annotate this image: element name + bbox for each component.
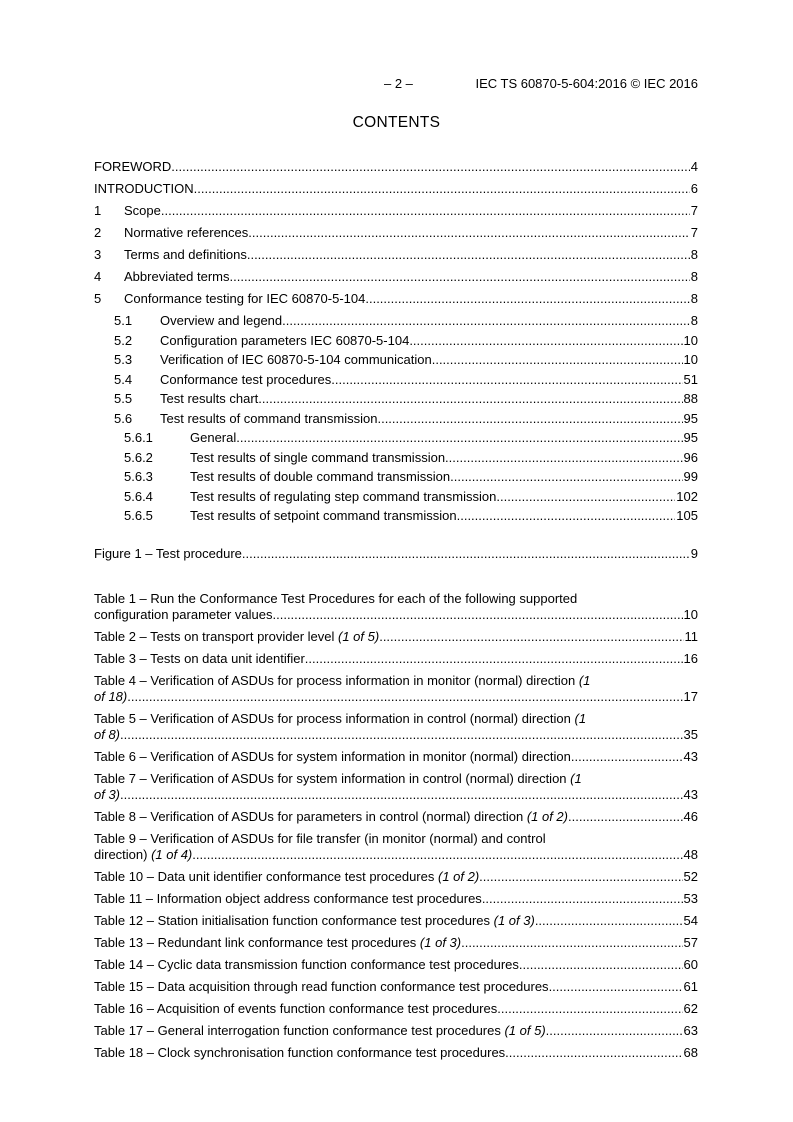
table-entry-title: Table 13 – Redundant link conformance test procedures [94,935,420,950]
toc-entry-title: Conformance test procedures [160,371,332,387]
table-entry-part: (1 of 4) [151,847,193,862]
table-entry[interactable] [94,1023,698,1039]
table-entry-page: 43 [683,787,698,802]
table-entry-page: 52 [683,869,698,884]
toc-entry-page: 4 [690,159,698,174]
table-entry-title-line1: Table 1 – Run the Conformance Test Procedures for each of the following supported [94,591,578,606]
table-entry-part: (1 of 3) [493,913,535,928]
toc-entry-number: 5.5 [114,391,133,406]
page-title: CONTENTS [352,114,441,131]
table-entry-page: 57 [683,935,698,950]
table-entry-part-start: (1 [578,673,591,688]
toc-entry-page: 6 [690,181,698,196]
table-entry[interactable] [94,711,698,743]
toc-entry-page: 8 [690,247,698,262]
toc-entry[interactable] [94,313,698,333]
standard-reference: IEC TS 60870-5-604:2016 © IEC 2016 [475,76,698,91]
toc-entry-title: Conformance testing for IEC 60870-5-104 [124,291,366,306]
table-entry[interactable] [94,809,698,825]
toc-entry[interactable] [94,391,698,411]
table-entry[interactable] [94,935,698,951]
toc-entry-page: 102 [676,488,698,504]
toc-entry-number: 5.1 [114,313,133,328]
toc-entry-number: 5.6.5 [124,508,153,523]
toc-entry[interactable] [94,450,698,470]
toc-entry-page: 95 [683,410,698,426]
table-entry-page: 60 [683,957,698,972]
table-entry-part-start: (1 [570,771,582,786]
table-entry[interactable] [94,957,698,973]
toc-entry-page: 8 [690,291,698,306]
table-entry-part-start: (1 [574,711,587,726]
toc-entry-page: 10 [683,352,698,367]
table-entry-title: Table 3 – Tests on data unit identifier [94,651,305,666]
table-entry-title: Table 2 – Tests on transport provider level [94,629,339,644]
toc-entry[interactable] [94,489,698,509]
table-entry[interactable] [94,749,698,765]
table-entry-title: Table 6 – Verification of ASDUs for system information in monitor (normal) direction [94,749,571,764]
table-entry[interactable] [94,629,698,645]
table-entry-page: 46 [683,809,698,824]
table-entry-title-line2: configuration parameter values [94,607,273,622]
table-entry-page: 53 [683,891,698,906]
table-entry-page: 61 [683,979,698,994]
toc-entry-title: Test results of regulating step command transmission [190,488,497,504]
toc-entry-page: 96 [683,449,698,465]
table-entry-title: Table 12 – Station initialisation function conformance test procedures [94,913,494,928]
table-entry-page: 11 [684,629,698,644]
table-entry-title-line1: Table 9 – Verification of ASDUs for file transfer (in monitor (normal) and control [94,831,546,846]
toc-entry-page: 51 [683,371,698,387]
toc-entry-title: General [190,430,237,445]
toc-entry-page: 8 [690,313,698,328]
table-entry[interactable] [94,913,698,929]
toc-entry[interactable] [94,469,698,489]
table-entry[interactable] [94,869,698,885]
toc-entry[interactable] [94,508,698,528]
table-entry[interactable] [94,979,698,995]
table-entry-page: 68 [683,1045,698,1060]
table-entry-title: Table 11 – Information object address conformance test procedures [94,891,482,906]
toc-entry-number: 5.6 [114,410,133,426]
toc-sections [94,159,698,528]
table-entry-page: 43 [683,749,698,764]
toc-entry-title: Abbreviated terms [124,269,230,284]
toc-entry-title: FOREWORD [94,159,172,174]
toc-entry[interactable] [94,333,698,353]
table-entry-page: 48 [683,847,698,862]
toc-entry-page: 88 [683,391,698,406]
toc-entry-number: 1 [94,203,102,218]
table-entry-title: Table 15 – Data acquisition through read function conformance test procedures [94,979,549,994]
table-entry[interactable] [94,651,698,667]
figure-entry-title: Figure 1 – Test procedure [94,546,242,561]
table-entry-page: 16 [683,651,698,666]
toc-entry-number: 4 [94,269,102,284]
toc-entry-title: Test results of command transmission [160,410,378,426]
toc-entry-number: 5.2 [114,332,133,348]
table-entry-title: Table 18 – Clock synchronisation function conformance test procedures [94,1045,506,1060]
table-entry-page: 54 [683,913,698,928]
toc-entry-title: Test results chart [160,391,259,406]
toc-entry[interactable] [94,291,698,313]
toc-entry-page: 95 [683,430,698,445]
table-entry[interactable] [94,831,698,863]
toc-entry-number: 5.6.2 [124,449,153,465]
table-entry-title: Table 14 – Cyclic data transmission function conformance test procedures [94,957,519,972]
toc-entry-page: 7 [690,225,698,240]
toc-entry-title: Test results of double command transmission [190,469,451,484]
toc-entry[interactable] [94,203,698,225]
table-entry[interactable] [94,1045,698,1061]
toc-entry-title: Verification of IEC 60870-5-104 communication [160,352,432,367]
figure-entry-page: 9 [690,546,698,561]
list-of-figures [94,546,698,562]
toc-entry-number: 5 [94,291,102,306]
toc-entry-title: INTRODUCTION [94,181,194,196]
toc-entry-number: 5.6.4 [124,488,153,504]
toc-entry[interactable] [94,159,698,181]
toc-entry-page: 105 [676,508,698,523]
table-entry[interactable] [94,771,698,803]
toc-entry-page: 7 [690,203,698,218]
table-entry-title: Table 8 – Verification of ASDUs for parameters in control (normal) direction [94,809,527,824]
toc-entry[interactable] [94,225,698,247]
table-entry-page: 10 [683,607,698,622]
toc-entry[interactable] [94,352,698,372]
table-entry-title: Table 17 – General interrogation function conformance test procedures [94,1023,505,1038]
toc-entry-number: 5.6.1 [124,430,153,445]
figure-entry[interactable] [94,546,698,562]
toc-entry[interactable] [94,181,698,203]
page-number: – 2 – [384,76,413,91]
toc-entry-title: Normative references [124,225,249,240]
table-entry[interactable] [94,1001,698,1017]
toc-entry[interactable] [94,269,698,291]
table-entry-part: (1 of 2) [437,869,480,884]
table-entry-page: 63 [683,1023,698,1038]
toc-entry-title: Configuration parameters IEC 60870-5-104 [160,332,410,348]
page-header [94,76,698,92]
table-entry-title-line1: Table 4 – Verification of ASDUs for process information in monitor (normal) direction [94,673,579,688]
toc-entry-title: Overview and legend [160,313,283,328]
toc-entry[interactable] [94,372,698,392]
table-entry-title-line1: Table 7 – Verification of ASDUs for system information in control (normal) direction [94,771,571,786]
table-entry[interactable] [94,591,698,623]
toc-entry[interactable] [94,430,698,450]
toc-entry-page: 8 [690,269,698,284]
toc-entry-number: 5.6.3 [124,469,153,484]
table-entry-part: of 8) [94,727,121,742]
toc-entry-number: 5.3 [114,352,133,367]
toc-entry[interactable] [94,247,698,269]
table-entry-part: (1 of 2) [526,809,568,824]
table-entry-part: of 3) [94,787,121,802]
table-entry-page: 17 [683,689,698,704]
table-entry-page: 35 [683,727,698,742]
table-entry-title-line1: Table 5 – Verification of ASDUs for process information in control (normal) direction [94,711,575,726]
list-of-tables [94,591,698,1067]
table-entry-part: (1 of 5) [338,629,380,644]
toc-entry-title: Test results of setpoint command transmission [190,508,457,523]
table-entry-title-line2: direction) [94,847,152,862]
table-entry-part: (1 of 5) [504,1023,546,1038]
table-entry-part: (1 of 3) [419,935,462,950]
toc-entry-title: Terms and definitions [124,247,247,262]
toc-entry-number: 3 [94,247,102,262]
toc-entry-title: Test results of single command transmission [190,449,446,465]
table-entry[interactable] [94,891,698,907]
toc-entry-number: 2 [94,225,102,240]
toc-entry-page: 10 [683,332,698,348]
table-entry-title: Table 10 – Data unit identifier conformance test procedures [94,869,438,884]
table-entry-page: 62 [683,1001,698,1016]
toc-entry-number: 5.4 [114,371,133,387]
toc-entry-page: 99 [683,469,698,484]
table-entry[interactable] [94,673,698,705]
table-entry-title: Table 16 – Acquisition of events function conformance test procedures [94,1001,498,1016]
toc-entry[interactable] [94,411,698,431]
toc-entry-title: Scope [124,203,161,218]
table-entry-part: of 18) [94,689,128,704]
